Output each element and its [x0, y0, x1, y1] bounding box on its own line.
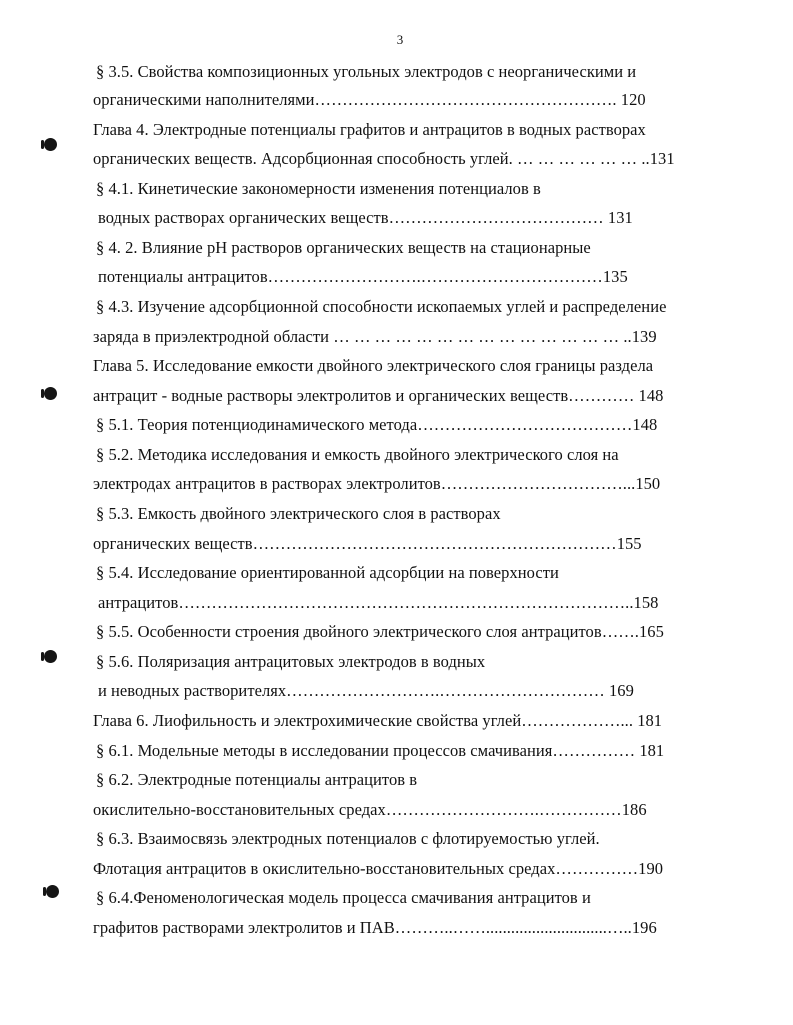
toc-line: водных растворах органических веществ………………………………… 131 [98, 208, 633, 227]
toc-line: § 6.2. Электродные потенциалы антрацитов в [96, 770, 418, 789]
toc-line: потенциалы антрацитов……………………….……………………………135 [98, 267, 628, 286]
toc-line: § 4.1. Кинетические закономерности изменения потенциалов в [96, 179, 541, 198]
toc-line: § 4. 2. Влияние рН растворов органических веществ на стационарные [96, 238, 591, 257]
toc-line: § 6.3. Взаимосвязь электродных потенциалов с флотируемостью углей. [96, 829, 600, 848]
toc-line: § 6.4.Феноменологическая модель процесса смачивания антрацитов и [96, 888, 591, 907]
toc-line: электродах антрацитов в растворах электролитов……………………………...150 [93, 474, 661, 493]
toc-line: органическими наполнителями………………………………………………. 120 [93, 90, 646, 109]
toc-line: Флотация антрацитов в окислительно-восстановительных средах……………190 [93, 859, 664, 878]
toc-line: органических веществ…………………………………………………………155 [93, 534, 642, 553]
punch-hole-mark [44, 650, 57, 663]
toc-line: графитов растворами электролитов и ПАВ………..…….............................…..196 [93, 918, 657, 937]
toc-line: органических веществ. Адсорбционная способность углей. … … … … … … ..131 [93, 149, 675, 168]
toc-line: § 5.4. Исследование ориентированной адсорбции на поверхности [96, 563, 559, 582]
toc-line: заряда в приэлектродной области … … … … … … … … … … … … … … ..139 [93, 327, 657, 346]
toc-line: и неводных растворителях……………………….………………………… 169 [98, 681, 634, 700]
punch-hole-mark [44, 387, 57, 400]
toc-line: § 5.5. Особенности строения двойного электрического слоя антрацитов…….165 [96, 622, 664, 641]
page-number: 3 [396, 32, 404, 47]
toc-line: § 5.6. Поляризация антрацитовых электродов в водных [96, 652, 486, 671]
punch-hole-mark [46, 885, 59, 898]
toc-line: § 3.5. Свойства композиционных угольных электродов с неорганическими и [96, 62, 637, 81]
toc-line: § 4.3. Изучение адсорбционной способности ископаемых углей и распределение [96, 297, 667, 316]
toc-line: § 5.1. Теория потенциодинамического метода…………………………………148 [96, 415, 658, 434]
toc-line: § 6.1. Модельные методы в исследовании процессов смачивания…………… 181 [96, 741, 665, 760]
punch-hole-mark [44, 138, 57, 151]
toc-line: антрацит - водные растворы электролитов и органических веществ………… 148 [93, 386, 664, 405]
toc-line: антрацитов………………………………………………………………………..158 [98, 593, 659, 612]
toc-line: § 5.3. Емкость двойного электрического слоя в растворах [96, 504, 501, 523]
toc-line: Глава 6. Лиофильность и электрохимические свойства углей………………... 181 [93, 711, 663, 730]
toc-line: § 5.2. Методика исследования и емкость двойного электрического слоя на [96, 445, 619, 464]
toc-line: Глава 5. Исследование емкости двойного электрического слоя границы раздела [93, 356, 654, 375]
toc-line: Глава 4. Электродные потенциалы графитов и антрацитов в водных растворах [93, 120, 646, 139]
toc-line: окислительно-восстановительных средах……………………….……………186 [93, 800, 647, 819]
